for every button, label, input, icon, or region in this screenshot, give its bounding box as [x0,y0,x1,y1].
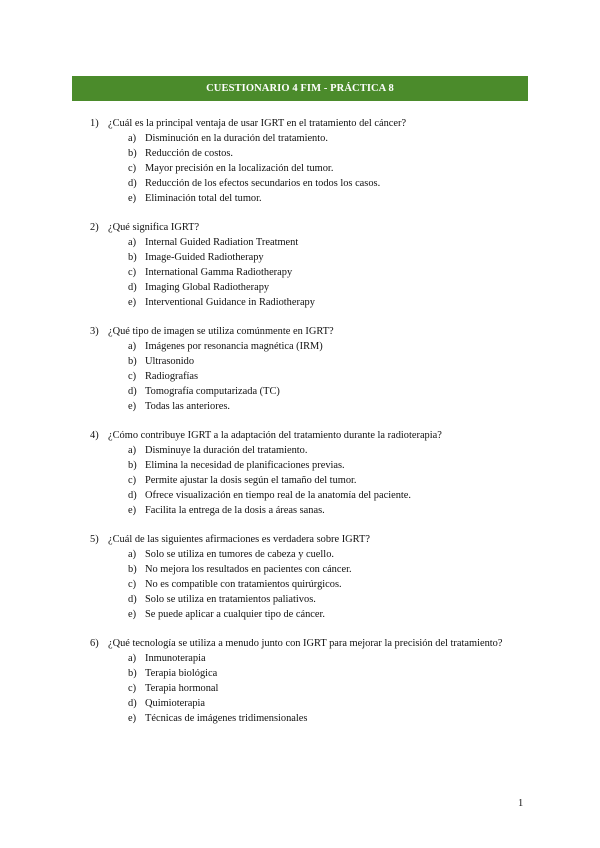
option-letter: a) [128,653,137,664]
option-letter: d) [128,594,137,605]
option-letter: a) [128,237,137,248]
option [128,547,528,562]
question-number: 5) [90,534,99,545]
option [128,458,528,473]
option-letter: e) [128,401,137,412]
option [128,250,528,265]
question-text: ¿Qué tipo de imagen se utiliza comúnmente en IGRT? [108,326,334,337]
option [128,295,528,310]
option [128,265,528,280]
option [128,503,528,518]
option-list [90,131,528,206]
option-text: Solo se utiliza en tumores de cabeza y cuello. [145,549,334,560]
option [128,235,528,250]
option-text: Disminución en la duración del tratamiento. [145,133,328,144]
option-list [90,651,528,726]
option-text: Inmunoterapia [145,653,206,664]
option-text: Elimina la necesidad de planificaciones previas. [145,460,345,471]
question-text: ¿Cuál es la principal ventaja de usar IGRT en el tratamiento del cáncer? [108,118,407,129]
option-letter: e) [128,609,137,620]
question [90,532,528,622]
option [128,161,528,176]
option-text: Quimioterapia [145,698,206,709]
option-letter: b) [128,564,137,575]
option-letter: a) [128,133,137,144]
option-text: Ofrece visualización en tiempo real de la anatomía del paciente. [145,490,411,501]
option [128,666,528,681]
question-text: ¿Qué tecnología se utiliza a menudo junto con IGRT para mejorar la precisión del tratamiento? [108,638,503,649]
option-letter: a) [128,445,137,456]
option-letter: e) [128,713,137,724]
option [128,146,528,161]
option-text: Interventional Guidance in Radiotherapy [145,297,315,308]
option-letter: d) [128,282,137,293]
option [128,562,528,577]
option-letter: b) [128,668,137,679]
question-list [90,116,528,740]
option-text: Terapia biológica [145,668,218,679]
option-letter: d) [128,698,137,709]
question-number: 1) [90,118,99,129]
option-letter: b) [128,460,137,471]
question-number: 3) [90,326,99,337]
option-letter: e) [128,297,137,308]
question [90,636,528,726]
option-list [90,443,528,518]
option [128,176,528,191]
option-letter: c) [128,267,137,278]
option-letter: c) [128,163,137,174]
option-list [90,339,528,414]
question-number: 2) [90,222,99,233]
option-letter: a) [128,341,137,352]
option [128,339,528,354]
option [128,488,528,503]
option-letter: b) [128,148,137,159]
option-list [90,235,528,310]
option-letter: d) [128,178,137,189]
option [128,354,528,369]
option [128,651,528,666]
option [128,280,528,295]
option [128,443,528,458]
option-letter: b) [128,356,137,367]
option [128,607,528,622]
option-letter: c) [128,371,137,382]
page-title: CUESTIONARIO 4 FIM - PRÁCTICA 8 [206,83,394,94]
option-letter: c) [128,475,137,486]
option-text: Ultrasonido [145,356,195,367]
option-text: Todas las anteriores. [145,401,230,412]
page-title-bar [72,76,528,101]
question-text: ¿Cómo contribuye IGRT a la adaptación del tratamiento durante la radioterapia? [108,430,442,441]
option-text: Eliminación total del tumor. [145,193,262,204]
option-text: Image-Guided Radiotherapy [145,252,264,263]
option-text: Facilita la entrega de la dosis a áreas sanas. [145,505,325,516]
option [128,369,528,384]
option-text: Reducción de los efectos secundarios en todos los casos. [145,178,381,189]
option [128,577,528,592]
option [128,473,528,488]
option [128,696,528,711]
option-text: Terapia hormonal [145,683,219,694]
question [90,220,528,310]
question-number: 6) [90,638,99,649]
option-letter: b) [128,252,137,263]
option-text: Internal Guided Radiation Treatment [145,237,299,248]
question [90,324,528,414]
option-text: International Gamma Radiotherapy [145,267,293,278]
option-letter: e) [128,193,137,204]
option [128,399,528,414]
option-letter: d) [128,490,137,501]
option [128,191,528,206]
option [128,384,528,399]
question [90,116,528,206]
option-text: Disminuye la duración del tratamiento. [145,445,308,456]
option-text: Se puede aplicar a cualquier tipo de cáncer. [145,609,326,620]
option-text: No mejora los resultados en pacientes con cáncer. [145,564,352,575]
option-list [90,547,528,622]
question-text: ¿Qué significa IGRT? [108,222,200,233]
question [90,428,528,518]
option-text: Solo se utiliza en tratamientos paliativos. [145,594,316,605]
option-letter: c) [128,683,137,694]
option-letter: d) [128,386,137,397]
option-text: Radiografías [145,371,199,382]
option-text: No es compatible con tratamientos quirúrgicos. [145,579,342,590]
option-text: Mayor precisión en la localización del tumor. [145,163,334,174]
page-number: 1 [518,798,524,809]
option-letter: c) [128,579,137,590]
option-letter: e) [128,505,137,516]
option-text: Permite ajustar la dosis según el tamaño del tumor. [145,475,357,486]
option-text: Técnicas de imágenes tridimensionales [145,713,308,724]
question-number: 4) [90,430,99,441]
option-text: Imaging Global Radiotherapy [145,282,270,293]
option [128,592,528,607]
option-text: Tomografía computarizada (TC) [145,386,280,397]
option-text: Imágenes por resonancia magnética (IRM) [145,341,323,352]
question-text: ¿Cuál de las siguientes afirmaciones es verdadera sobre IGRT? [108,534,370,545]
option [128,681,528,696]
option [128,711,528,726]
option-text: Reducción de costos. [145,148,234,159]
option [128,131,528,146]
option-letter: a) [128,549,137,560]
